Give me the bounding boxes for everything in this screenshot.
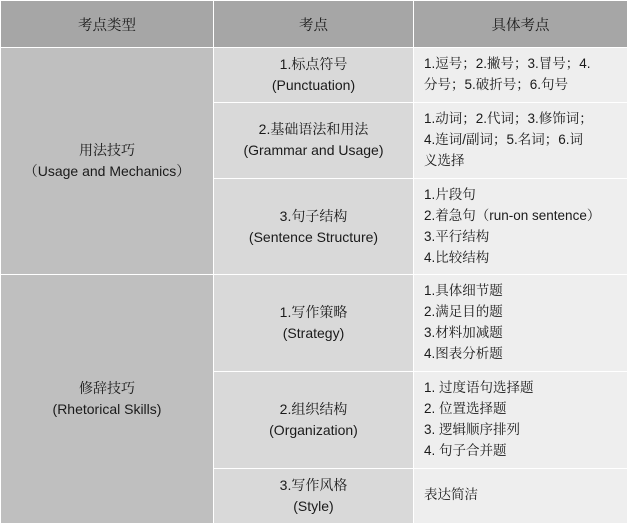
- point-line: 1.标点符号: [224, 54, 403, 75]
- column-header-point: 考点: [214, 1, 414, 48]
- detail-line: 4.图表分析题: [424, 344, 617, 365]
- point-line: 1.写作策略: [224, 302, 403, 323]
- detail-cell-grammar-usage: [414, 103, 627, 179]
- table-body: [1, 48, 627, 524]
- detail-line: 分号；5.破折号；6.句号: [424, 75, 617, 96]
- point-cell-organization: [214, 372, 414, 469]
- category-line: 用法技巧: [11, 140, 203, 161]
- detail-line: 1.动词；2.代词；3.修饰词；: [424, 109, 617, 130]
- table-header: [1, 1, 627, 48]
- point-cell-punctuation: [214, 48, 414, 103]
- detail-line: 3.材料加减题: [424, 323, 617, 344]
- point-cell-grammar-usage: [214, 103, 414, 179]
- detail-line: 1.逗号；2.撇号；3.冒号；4.: [424, 54, 617, 75]
- category-line: (Rhetorical Skills): [11, 399, 203, 420]
- point-line: 2.基础语法和用法: [224, 119, 403, 140]
- detail-line: 3.平行结构: [424, 227, 617, 248]
- category-line: 修辞技巧: [11, 378, 203, 399]
- detail-line: 4.连词/副词；5.名词；6.词: [424, 130, 617, 151]
- category-cell-rhetorical-skills: [1, 275, 214, 523]
- detail-line: 表达简洁: [424, 485, 617, 506]
- category-cell-usage-mechanics: [1, 48, 214, 275]
- point-line: (Organization): [224, 420, 403, 441]
- point-line: 2.组织结构: [224, 399, 403, 420]
- point-line: (Sentence Structure): [224, 227, 403, 248]
- detail-cell-style: [414, 468, 627, 523]
- detail-cell-organization: [414, 372, 627, 469]
- point-cell-sentence-structure: [214, 178, 414, 275]
- detail-line: 1.片段句: [424, 185, 617, 206]
- point-line: (Punctuation): [224, 75, 403, 96]
- table-row: [1, 48, 627, 103]
- column-header-category: 考点类型: [1, 1, 214, 48]
- detail-line: 2.满足目的题: [424, 302, 617, 323]
- detail-line: 4.比较结构: [424, 248, 617, 269]
- point-line: (Strategy): [224, 323, 403, 344]
- point-line: (Grammar and Usage): [224, 140, 403, 161]
- detail-cell-punctuation: [414, 48, 627, 103]
- detail-line: 3. 逻辑顺序排列: [424, 420, 617, 441]
- detail-line: 4. 句子合并题: [424, 441, 617, 462]
- point-cell-strategy: [214, 275, 414, 372]
- column-header-detail: 具体考点: [414, 1, 627, 48]
- point-line: 3.句子结构: [224, 206, 403, 227]
- detail-line: 义选择: [424, 151, 617, 172]
- detail-line: 2. 位置选择题: [424, 399, 617, 420]
- detail-line: 1.具体细节题: [424, 281, 617, 302]
- detail-cell-sentence-structure: [414, 178, 627, 275]
- table-header-row: [1, 1, 627, 48]
- detail-line: 2.着急句（run-on sentence）: [424, 206, 617, 227]
- detail-cell-strategy: [414, 275, 627, 372]
- point-line: (Style): [224, 496, 403, 517]
- point-cell-style: [214, 468, 414, 523]
- detail-line: 1. 过度语句选择题: [424, 378, 617, 399]
- category-line: （Usage and Mechanics）: [11, 161, 203, 182]
- table-row: [1, 275, 627, 372]
- point-line: 3.写作风格: [224, 475, 403, 496]
